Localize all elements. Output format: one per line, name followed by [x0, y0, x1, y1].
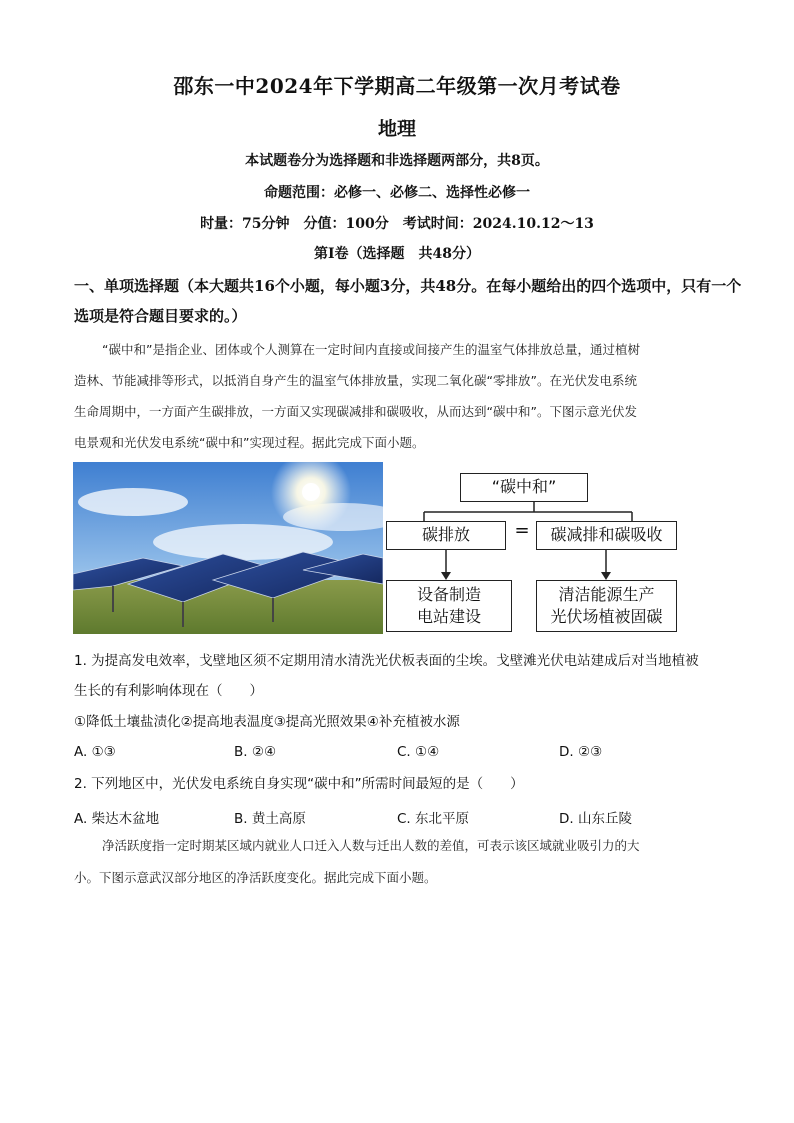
q1-option-d[interactable]: D. ②③	[559, 744, 603, 760]
solar-farm-photo	[73, 462, 383, 634]
reduction-sources-box	[536, 580, 677, 632]
clean-energy-label: 清洁能源生产	[558, 585, 655, 604]
section-heading: 一、单项选择题（本大题共16个小题，每小题3分，共48分。在每小题给出的四个选项中，只有一个选项是符合题目要求的。）	[74, 277, 742, 325]
q2-option-a[interactable]: A. 柴达木盆地	[74, 811, 160, 827]
station-construction-label: 电站建设	[416, 607, 481, 626]
passage-1-line-1: “碳中和”是指企业、团体或个人测算在一定时间内直接或间接产生的温室气体排放总量，通过植树	[102, 342, 640, 357]
q2-option-c[interactable]: C. 东北平原	[397, 811, 470, 827]
q1-option-c[interactable]: C. ①④	[397, 744, 440, 760]
subject-title: 地理	[377, 118, 416, 140]
carbon-emission-box: 碳排放	[386, 521, 506, 550]
q1-option-b[interactable]: B. ②④	[234, 744, 277, 760]
question-1-items: ①降低土壤盐渍化②提高地表温度③提高光照效果④补充植被水源	[74, 714, 460, 730]
passage-1-line-3: 生命周期中，一方面产生碳排放，一方面又实现碳减排和碳吸收，从而达到“碳中和”。下图示意光伏发	[74, 404, 637, 419]
exam-info-time: 时量：75分钟 分值：100分 考试时间：2024.10.12～13	[200, 216, 594, 232]
question-1-stem-1: 1. 为提高发电效率，戈壁地区须不定期用清水清洗光伏板表面的尘埃。戈壁滩光伏电站建成后对当地植被	[74, 653, 699, 669]
question-2-stem: 2. 下列地区中，光伏发电系统自身实现“碳中和”所需时间最短的是（ ）	[74, 776, 524, 792]
vegetation-sequestration-label: 光伏场植被固碳	[550, 607, 663, 626]
q2-option-d[interactable]: D. 山东丘陵	[559, 811, 632, 827]
exam-info-scope: 命题范围：必修一、必修二、选择性必修一	[264, 185, 530, 201]
passage-2-line-1: 净活跃度指一定时期某区域内就业人口迁入人数与迁出人数的差值，可表示该区域就业吸引力的大	[102, 838, 640, 853]
passage-1-line-4: 电景观和光伏发电系统“碳中和”实现过程。据此完成下面小题。	[74, 435, 425, 450]
equals-sign: =	[514, 520, 530, 541]
q1-option-a[interactable]: A. ①③	[74, 744, 116, 760]
carbon-reduction-box: 碳减排和碳吸收	[536, 521, 677, 550]
exam-info-pages: 本试题卷分为选择题和非选择题两部分，共8页。	[245, 153, 549, 169]
exam-title: 邵东一中2024年下学期高二年级第一次月考试卷	[173, 74, 621, 98]
carbon-neutral-diagram	[384, 462, 684, 634]
part-one-heading: 第Ⅰ卷（选择题 共48分）	[313, 246, 481, 262]
q2-option-b[interactable]: B. 黄土高原	[234, 811, 306, 827]
emission-sources-box	[386, 580, 512, 632]
carbon-neutral-box: “碳中和”	[460, 473, 588, 502]
equipment-manufacturing-label: 设备制造	[416, 585, 481, 604]
question-1-stem-2: 生长的有利影响体现在（ ）	[74, 683, 263, 699]
passage-2-line-2: 小。下图示意武汉部分地区的净活跃度变化。据此完成下面小题。	[74, 870, 437, 885]
passage-1-line-2: 造林、节能减排等形式，以抵消自身产生的温室气体排放量，实现二氧化碳“零排放”。在光伏发电系统	[74, 373, 637, 388]
